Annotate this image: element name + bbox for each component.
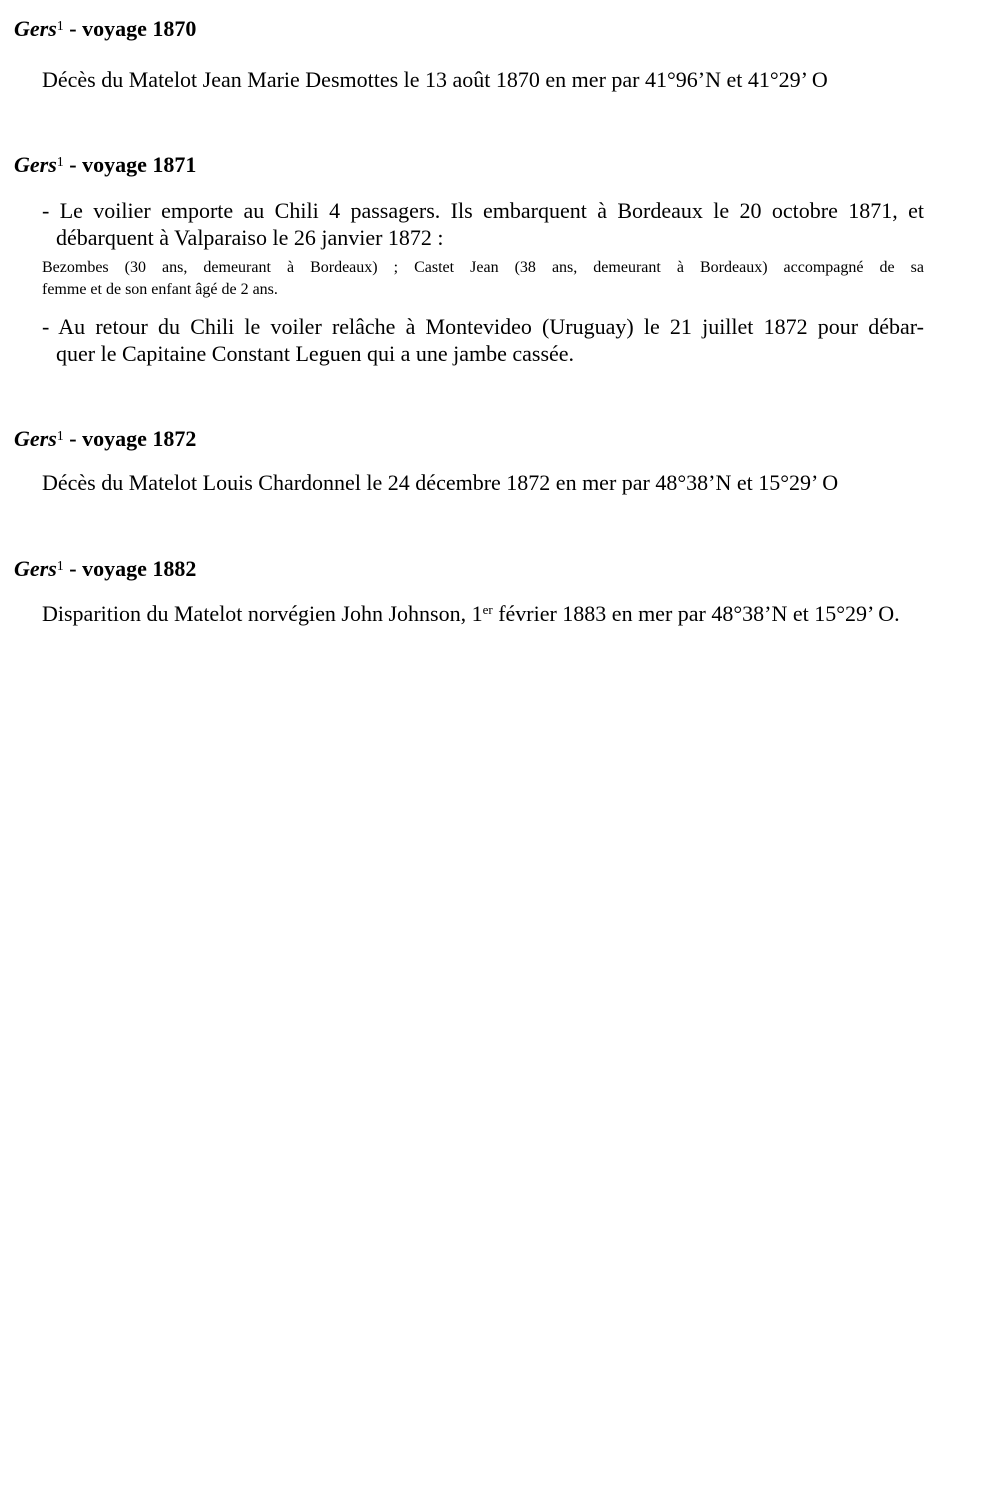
- text-part: février 1883 en mer par 48°38’N et 15°29’ O.: [492, 601, 900, 626]
- ship-name: Gers: [14, 426, 57, 451]
- footnote-marker: 1: [56, 429, 64, 444]
- section-heading-1882: [14, 556, 196, 586]
- voyage-label: - voyage 1882: [63, 556, 197, 581]
- section-heading-1871: [14, 152, 196, 182]
- voyage-label: - voyage 1871: [63, 152, 197, 177]
- passenger-line: Bezombes (30 ans, demeurant à Bordeaux) ; Castet Jean (38 ans, demeurant à Bordeaux) accompagné de sa: [42, 259, 924, 276]
- ordinal-suffix: er: [482, 602, 493, 617]
- voyage-label: - voyage 1870: [63, 16, 197, 41]
- bullet-line: quer le Capitaine Constant Leguen qui a une jambe cassée.: [56, 341, 575, 366]
- footnote-marker: 1: [56, 19, 64, 34]
- section-text-1870: Décès du Matelot Jean Marie Desmottes le 13 août 1870 en mer par 41°96’N et 41°29’ O: [42, 67, 828, 92]
- footnote-marker: 1: [56, 155, 64, 170]
- passenger-line: femme et de son enfant âgé de 2 ans.: [42, 281, 278, 298]
- section-heading-1872: [14, 426, 196, 456]
- voyage-label: - voyage 1872: [63, 426, 197, 451]
- section-text-1882: [42, 601, 900, 630]
- section-heading-1870: [14, 16, 196, 46]
- bullet-line: - Le voilier emporte au Chili 4 passagers. Ils embarquent à Bordeaux le 20 octobre 1871, et: [42, 198, 924, 223]
- bullet-return: [42, 313, 924, 367]
- ship-name: Gers: [14, 556, 57, 581]
- ship-name: Gers: [14, 152, 57, 177]
- bullet-line: débarquent à Valparaiso le 26 janvier 1872 :: [56, 225, 444, 250]
- section-text-1872: Décès du Matelot Louis Chardonnel le 24 décembre 1872 en mer par 48°38’N et 15°29’ O: [42, 470, 839, 495]
- ship-name: Gers: [14, 16, 57, 41]
- bullet-passengers: [42, 197, 924, 251]
- passenger-list: [42, 257, 924, 301]
- text-part: Disparition du Matelot norvégien John Johnson, 1: [42, 601, 483, 626]
- footnote-marker: 1: [56, 559, 64, 574]
- bullet-line: - Au retour du Chili le voiler relâche à Montevideo (Uruguay) le 21 juillet 1872 pour débar-: [42, 314, 924, 339]
